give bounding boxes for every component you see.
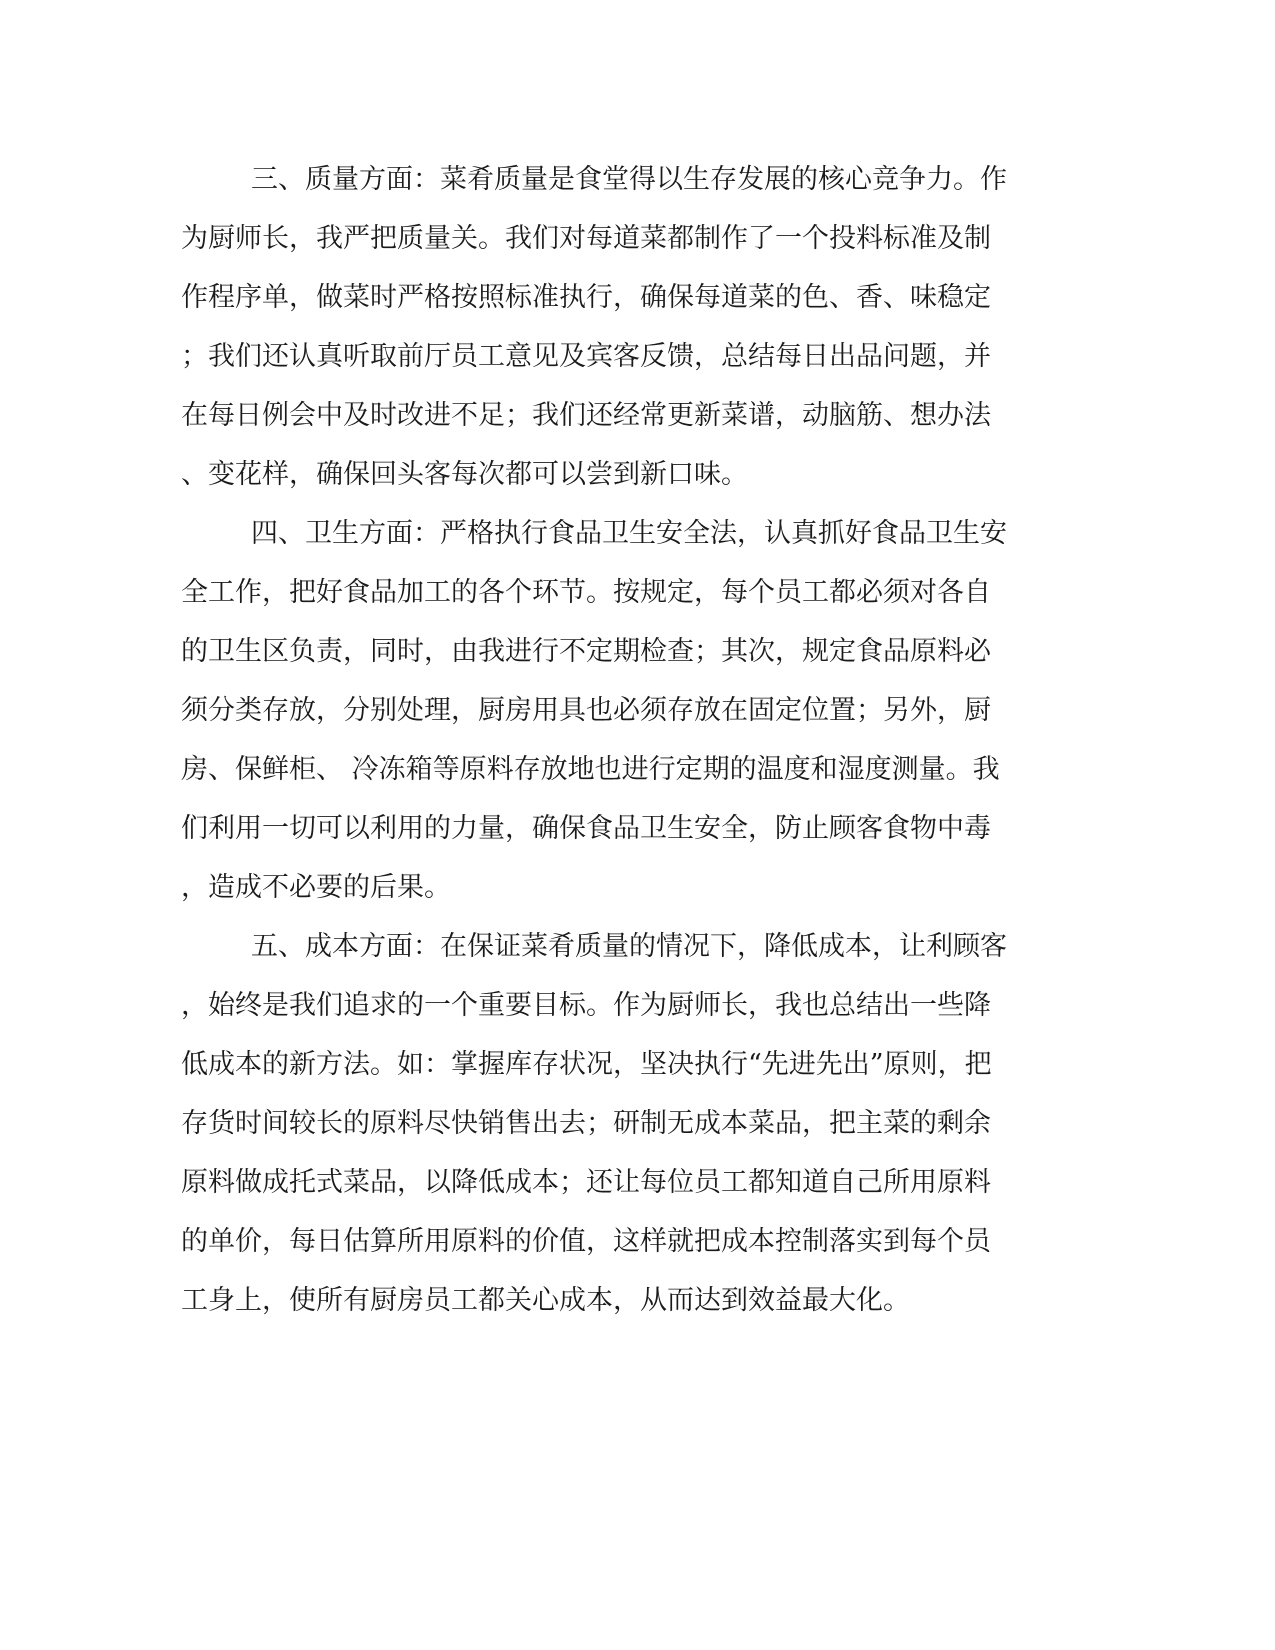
paragraph-quality-line: ；我们还认真听取前厅员工意见及宾客反馈，总结每日出品问题，并 bbox=[181, 341, 991, 372]
paragraph-hygiene-line: 全工作，把好食品加工的各个环节。按规定，每个员工都必须对各自 bbox=[181, 577, 991, 608]
paragraph-cost-line: 的单价，每日估算所用原料的价值，这样就把成本控制落实到每个员 bbox=[181, 1226, 991, 1257]
paragraph-quality-line: 三、质量方面：菜肴质量是食堂得以生存发展的核心竞争力。作 bbox=[251, 164, 1007, 195]
paragraph-quality-line: 在每日例会中及时改进不足；我们还经常更新菜谱，动脑筋、想办法 bbox=[181, 400, 991, 431]
paragraph-hygiene-line: ，造成不必要的后果。 bbox=[181, 872, 451, 903]
paragraph-quality-line: 作程序单，做菜时严格按照标准执行，确保每道菜的色、香、味稳定 bbox=[181, 282, 991, 313]
paragraph-hygiene-line: 四、卫生方面：严格执行食品卫生安全法，认真抓好食品卫生安 bbox=[251, 518, 1007, 549]
paragraph-hygiene-line: 的卫生区负责，同时，由我进行不定期检查；其次，规定食品原料必 bbox=[181, 636, 991, 667]
paragraph-hygiene-line: 须分类存放，分别处理，厨房用具也必须存放在固定位置；另外，厨 bbox=[181, 695, 991, 726]
paragraph-quality-line: 、变花样，确保回头客每次都可以尝到新口味。 bbox=[181, 459, 748, 490]
paragraph-cost-line: 工身上，使所有厨房员工都关心成本，从而达到效益最大化。 bbox=[181, 1285, 910, 1316]
paragraph-cost-line: 存货时间较长的原料尽快销售出去；研制无成本菜品，把主菜的剩余 bbox=[181, 1108, 991, 1139]
paragraph-hygiene-line: 们利用一切可以利用的力量，确保食品卫生安全，防止顾客食物中毒 bbox=[181, 813, 991, 844]
paragraph-cost-line: ，始终是我们追求的一个重要目标。作为厨师长，我也总结出一些降 bbox=[181, 990, 991, 1021]
paragraph-cost-line: 原料做成托式菜品，以降低成本；还让每位员工都知道自己所用原料 bbox=[181, 1167, 991, 1198]
paragraph-cost-line: 五、成本方面：在保证菜肴质量的情况下，降低成本，让利顾客 bbox=[251, 931, 1007, 962]
paragraph-hygiene-line: 房、保鲜柜、 冷冻箱等原料存放地也进行定期的温度和湿度测量。我 bbox=[181, 754, 1000, 785]
paragraph-cost-line: 低成本的新方法。如：掌握库存状况，坚决执行“先进先出”原则，把 bbox=[181, 1049, 992, 1080]
paragraph-quality-line: 为厨师长，我严把质量关。我们对每道菜都制作了一个投料标准及制 bbox=[181, 223, 991, 254]
